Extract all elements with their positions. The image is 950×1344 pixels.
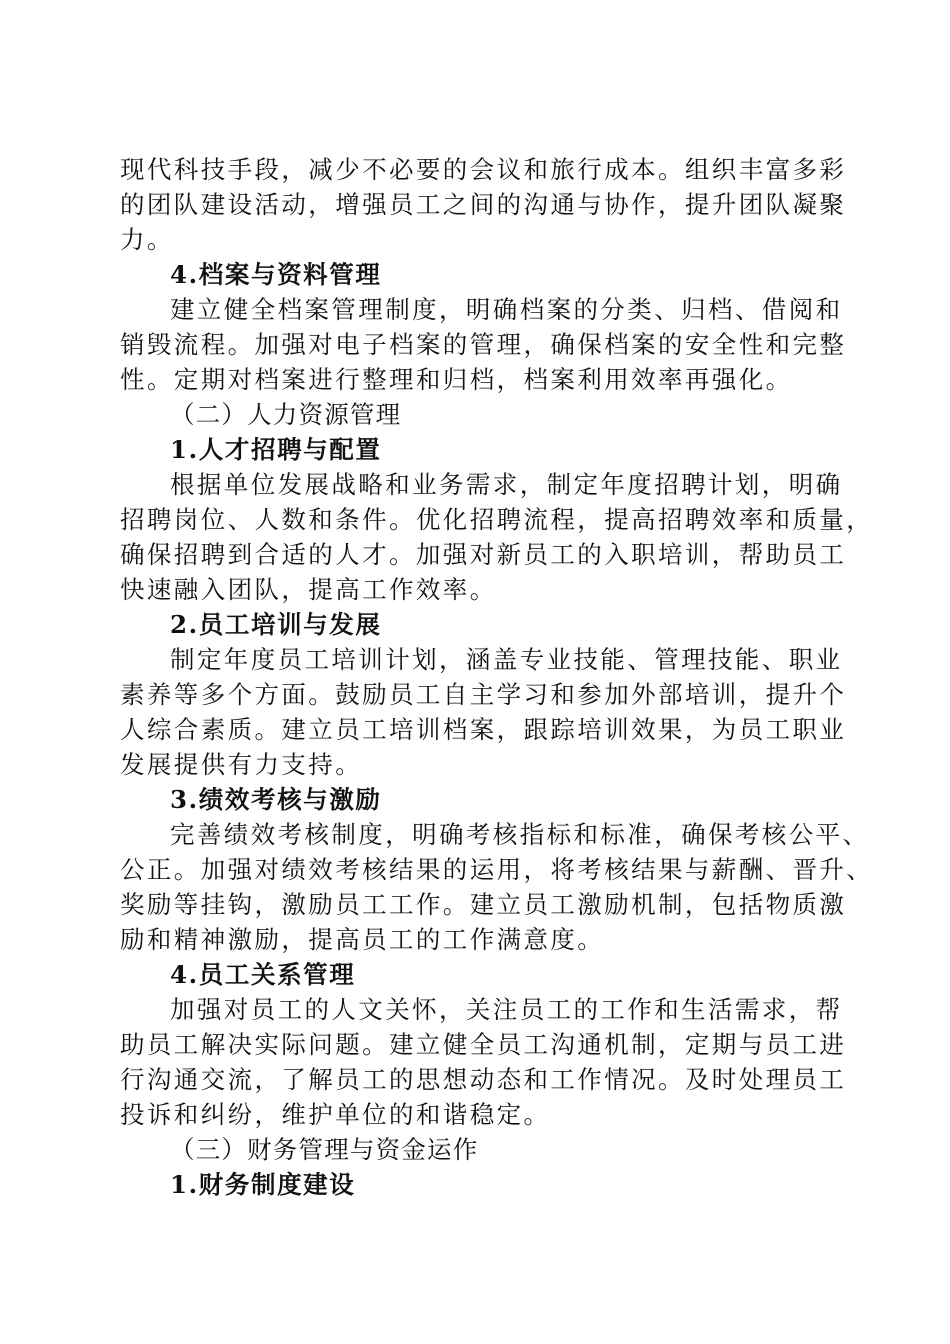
paragraph-line: 素养等多个方面。鼓励员工自主学习和参加外部培训，提升个: [120, 680, 847, 709]
section-heading: （三）财务管理与资金运作: [170, 1135, 479, 1164]
subsection-heading: 4.员工关系管理: [170, 960, 356, 989]
paragraph-line: 公正。加强对绩效考核结果的运用，将考核结果与薪酬、晋升、: [120, 855, 874, 884]
paragraph-line: 现代科技手段，减少不必要的会议和旅行成本。组织丰富多彩: [120, 155, 847, 184]
subsection-heading: 1.财务制度建设: [170, 1170, 356, 1199]
paragraph-line: 人综合素质。建立员工培训档案，跟踪培训效果，为员工职业: [120, 715, 847, 744]
paragraph-line: 根据单位发展战略和业务需求，制定年度招聘计划，明确: [170, 470, 843, 499]
paragraph-line: 助员工解决实际问题。建立健全员工沟通机制，定期与员工进: [120, 1030, 847, 1059]
paragraph-line: 行沟通交流，了解员工的思想动态和工作情况。及时处理员工: [120, 1065, 847, 1094]
subsection-heading: 1.人才招聘与配置: [170, 435, 382, 464]
paragraph-line: 销毁流程。加强对电子档案的管理，确保档案的安全性和完整: [120, 330, 847, 359]
paragraph-line: 发展提供有力支持。: [120, 750, 363, 779]
paragraph-line: 确保招聘到合适的人才。加强对新员工的入职培训，帮助员工: [120, 540, 847, 569]
paragraph-line: 制定年度员工培训计划，涵盖专业技能、管理技能、职业: [170, 645, 843, 674]
paragraph-line: 的团队建设活动，增强员工之间的沟通与协作，提升团队凝聚: [120, 190, 847, 219]
subsection-heading: 3.绩效考核与激励: [170, 785, 382, 814]
paragraph-line: 建立健全档案管理制度，明确档案的分类、归档、借阅和: [170, 295, 843, 324]
paragraph-line: 投诉和纠纷，维护单位的和谐稳定。: [120, 1100, 551, 1129]
paragraph-line: 奖励等挂钩，激励员工工作。建立员工激励机制，包括物质激: [120, 890, 847, 919]
section-heading: （二）人力资源管理: [170, 400, 402, 429]
paragraph-line: 加强对员工的人文关怀，关注员工的工作和生活需求，帮: [170, 995, 843, 1024]
paragraph-line: 力。: [120, 225, 174, 254]
subsection-heading: 2.员工培训与发展: [170, 610, 382, 639]
paragraph-line: 完善绩效考核制度，明确考核指标和标准，确保考核公平、: [170, 820, 870, 849]
paragraph-line: 快速融入团队，提高工作效率。: [120, 575, 497, 604]
paragraph-line: 招聘岗位、人数和条件。优化招聘流程，提高招聘效率和质量，: [120, 505, 874, 534]
subsection-heading: 4.档案与资料管理: [170, 260, 382, 289]
paragraph-line: 性。定期对档案进行整理和归档，档案利用效率再强化。: [120, 365, 793, 394]
paragraph-line: 励和精神激励，提高员工的工作满意度。: [120, 925, 605, 954]
